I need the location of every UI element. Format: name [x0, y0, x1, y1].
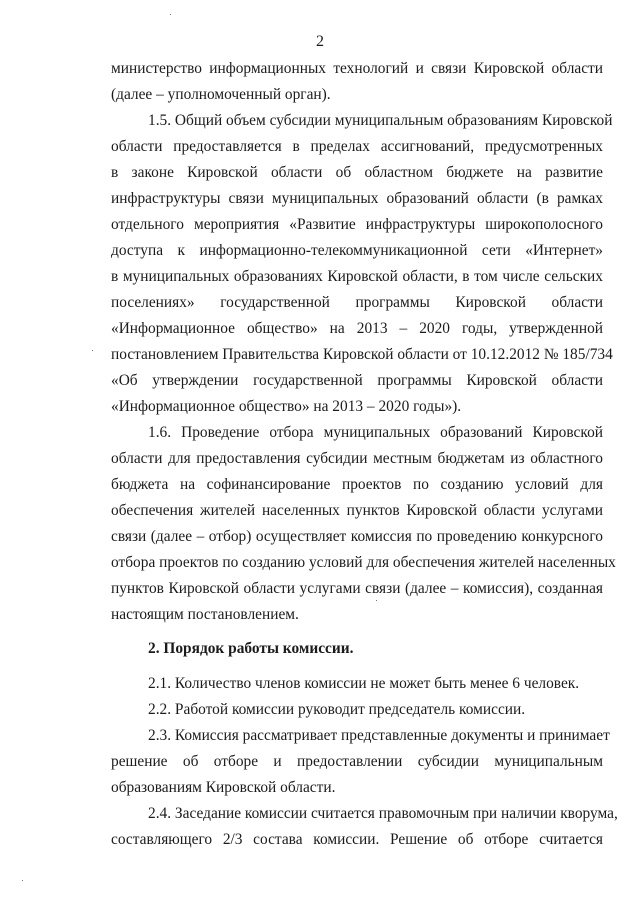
- text-line: 2.3. Комиссия рассматривает представленные документы и принимает: [148, 727, 610, 744]
- text-line: в законе Кировской области об областном бюджете на развитие: [111, 164, 603, 181]
- scan-speck: [22, 880, 23, 881]
- text-line: «Информационное общество» на 2013 – 2020 годы, утвержденной: [111, 320, 603, 337]
- scan-speck: [170, 14, 171, 15]
- text-line: решение об отборе и предоставлении субсидии муниципальным: [111, 753, 603, 770]
- text-line: настоящим постановлением.: [111, 606, 299, 623]
- text-line: министерство информационных технологий и связи Кировской области: [111, 60, 603, 77]
- text-line: отбора проектов по созданию условий для обеспечения жителей населенных: [111, 554, 616, 571]
- text-line: «Информационное общество» на 2013 – 2020 годы»).: [111, 398, 462, 415]
- text-line: 2.4. Заседание комиссии считается правомочным при наличии кворума,: [148, 805, 618, 822]
- text-line: (далее – уполномоченный орган).: [111, 86, 331, 103]
- text-line: доступа к информационно-телекоммуникационной сети «Интернет»: [111, 242, 603, 259]
- text-line: «Об утверждении государственной программы Кировской области: [111, 372, 603, 389]
- page-number: 2: [316, 33, 324, 50]
- text-line: отдельного мероприятия «Развитие инфраструктуры широкополосного: [111, 216, 603, 233]
- text-line: 1.6. Проведение отбора муниципальных образований Кировской: [148, 424, 603, 441]
- text-line: области для предоставления субсидии местным бюджетам из областного: [111, 450, 603, 467]
- text-line: образованиям Кировской области.: [111, 779, 336, 796]
- section-heading: 2. Порядок работы комиссии.: [148, 640, 354, 657]
- text-line: 1.5. Общий объем субсидии муниципальным образованиям Кировской: [148, 112, 613, 129]
- text-line: постановлением Правительства Кировской области от 10.12.2012 № 185/734: [111, 346, 613, 363]
- text-line: поселениях» государственной программы Кировской области: [111, 294, 603, 311]
- text-line: 2.1. Количество членов комиссии не может быть менее 6 человек.: [148, 675, 580, 692]
- scan-speck: [376, 600, 377, 601]
- text-line: связи (далее – отбор) осуществляет комиссия по проведению конкурсного: [111, 528, 603, 545]
- text-line: 2.2. Работой комиссии руководит председатель комиссии.: [148, 701, 526, 718]
- text-line: пунктов Кировской области услугами связи (далее – комиссия), созданная: [111, 580, 603, 597]
- text-line: обеспечения жителей населенных пунктов Кировской области услугами: [111, 502, 603, 519]
- text-line: области предоставляется в пределах ассигнований, предусмотренных: [111, 138, 603, 155]
- text-line: бюджета на софинансирование проектов по созданию условий для: [111, 476, 603, 493]
- text-line: инфраструктуры связи муниципальных образований области (в рамках: [111, 190, 603, 207]
- scan-speck: [92, 350, 93, 351]
- text-line: в муниципальных образованиях Кировской области, в том числе сельских: [111, 268, 603, 285]
- text-line: составляющего 2/3 состава комиссии. Решение об отборе считается: [111, 831, 603, 848]
